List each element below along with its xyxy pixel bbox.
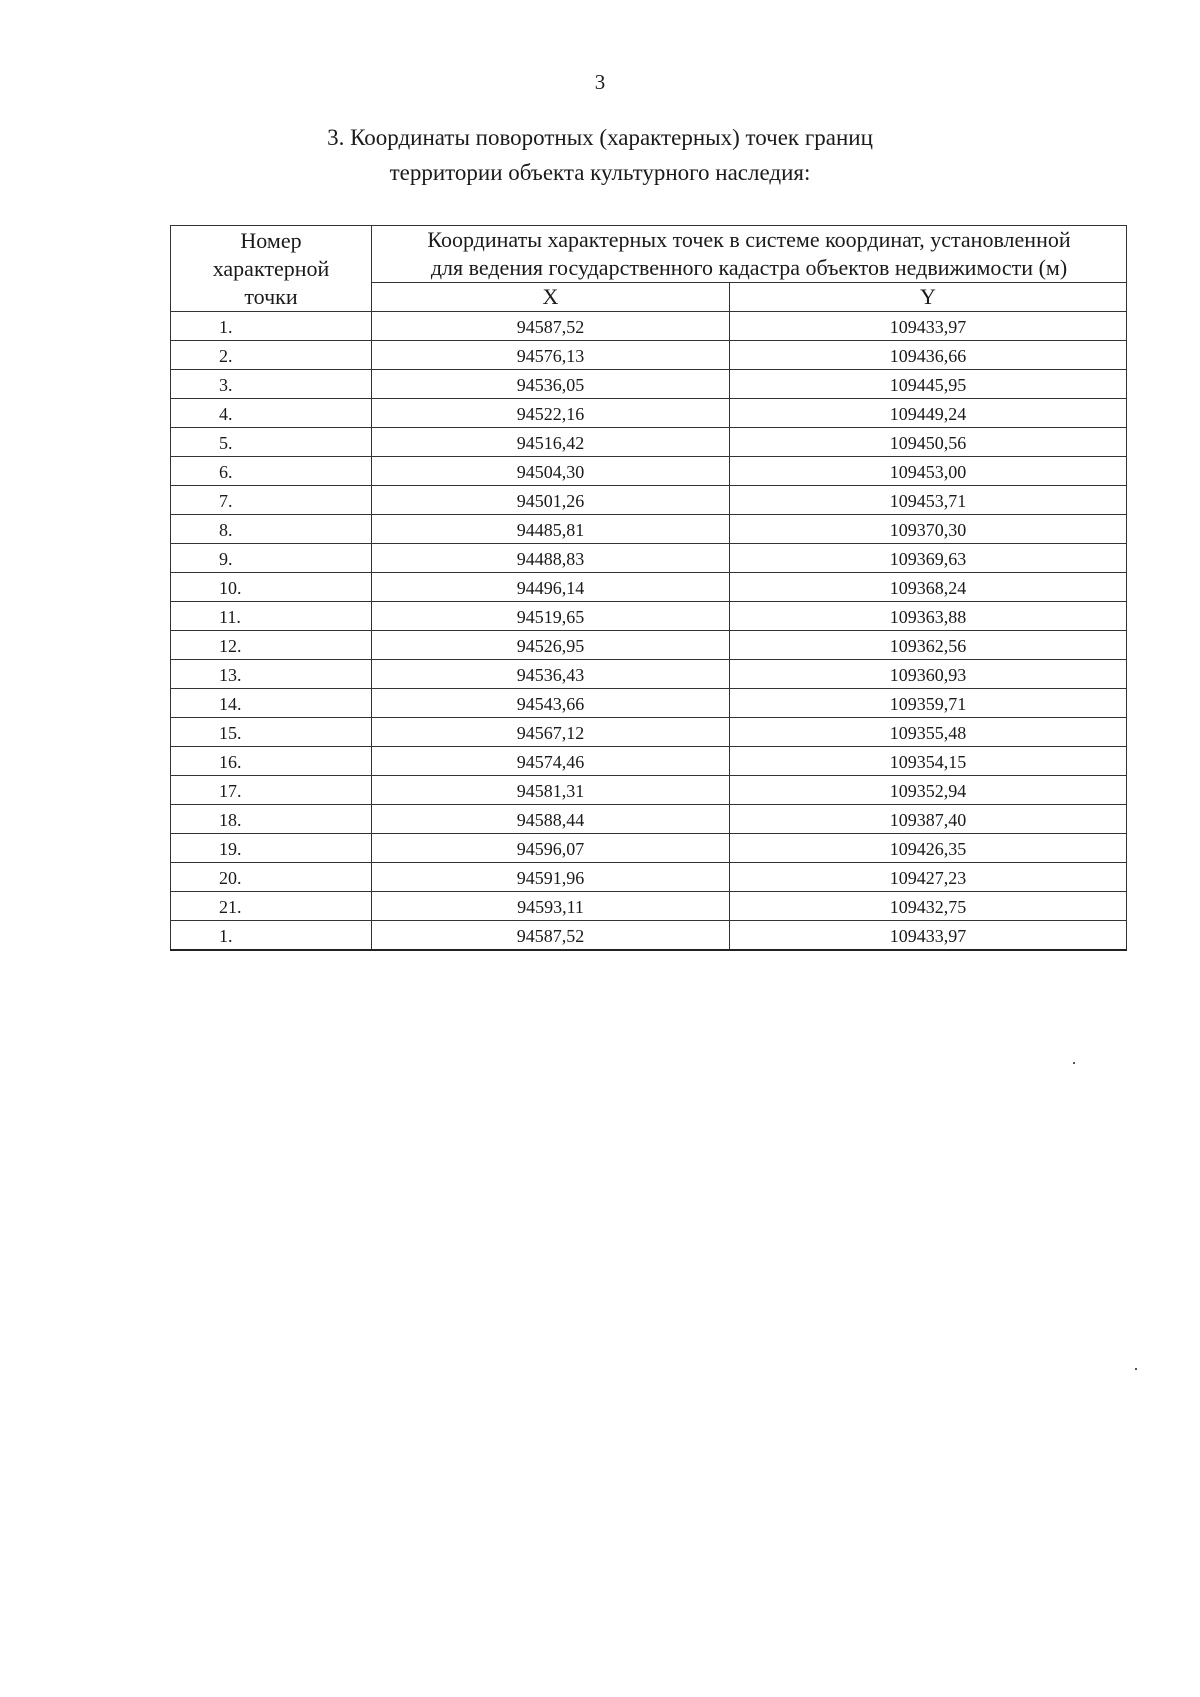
point-number-cell: 17.	[171, 776, 372, 805]
point-number-cell: 19.	[171, 834, 372, 863]
table-row	[171, 834, 1127, 863]
x-coordinate-cell: 94536,05	[372, 370, 730, 399]
point-number-cell: 18.	[171, 805, 372, 834]
header-x: X	[372, 283, 730, 312]
x-coordinate-cell: 94496,14	[372, 573, 730, 602]
header-y: Y	[730, 283, 1127, 312]
point-number-cell: 7.	[171, 486, 372, 515]
y-coordinate-cell: 109436,66	[730, 341, 1127, 370]
y-coordinate-cell: 109370,30	[730, 515, 1127, 544]
x-coordinate-cell: 94567,12	[372, 718, 730, 747]
title-line-2: территории объекта культурного наследия:	[389, 160, 811, 185]
y-coordinate-cell: 109445,95	[730, 370, 1127, 399]
point-number-cell: 1.	[171, 921, 372, 951]
point-number-cell: 2.	[171, 341, 372, 370]
table-row	[171, 660, 1127, 689]
y-coordinate-cell: 109433,97	[730, 312, 1127, 341]
x-coordinate-cell: 94543,66	[372, 689, 730, 718]
point-number-cell: 3.	[171, 370, 372, 399]
point-number-cell: 14.	[171, 689, 372, 718]
scan-speck	[1073, 1062, 1075, 1064]
point-number-cell: 10.	[171, 573, 372, 602]
document-title	[0, 120, 1200, 190]
point-number-cell: 15.	[171, 718, 372, 747]
x-coordinate-cell: 94596,07	[372, 834, 730, 863]
table-row	[171, 805, 1127, 834]
point-number-cell: 20.	[171, 863, 372, 892]
y-coordinate-cell: 109360,93	[730, 660, 1127, 689]
table-row	[171, 689, 1127, 718]
x-coordinate-cell: 94587,52	[372, 921, 730, 951]
x-coordinate-cell: 94504,30	[372, 457, 730, 486]
y-coordinate-cell: 109369,63	[730, 544, 1127, 573]
header-coords-line-2: для ведения государственного кадастра объектов недвижимости (м)	[430, 255, 1068, 280]
table-row	[171, 312, 1127, 341]
x-coordinate-cell: 94591,96	[372, 863, 730, 892]
x-coordinate-cell: 94526,95	[372, 631, 730, 660]
point-number-cell: 4.	[171, 399, 372, 428]
y-coordinate-cell: 109427,23	[730, 863, 1127, 892]
y-coordinate-cell: 109426,35	[730, 834, 1127, 863]
y-coordinate-cell: 109387,40	[730, 805, 1127, 834]
coordinates-table	[170, 225, 1127, 951]
y-coordinate-cell: 109449,24	[730, 399, 1127, 428]
point-number-cell: 1.	[171, 312, 372, 341]
header-coords-line-1: Координаты характерных точек в системе координат, установленной	[427, 227, 1071, 252]
table-row	[171, 747, 1127, 776]
scan-speck	[1135, 1368, 1137, 1370]
table-row	[171, 515, 1127, 544]
table-row	[171, 631, 1127, 660]
x-coordinate-cell: 94522,16	[372, 399, 730, 428]
y-coordinate-cell: 109453,71	[730, 486, 1127, 515]
x-coordinate-cell: 94501,26	[372, 486, 730, 515]
x-coordinate-cell: 94587,52	[372, 312, 730, 341]
point-number-cell: 21.	[171, 892, 372, 921]
y-coordinate-cell: 109355,48	[730, 718, 1127, 747]
table-row	[171, 602, 1127, 631]
table-row	[171, 428, 1127, 457]
x-coordinate-cell: 94593,11	[372, 892, 730, 921]
x-coordinate-cell: 94588,44	[372, 805, 730, 834]
point-number-cell: 8.	[171, 515, 372, 544]
x-coordinate-cell: 94485,81	[372, 515, 730, 544]
table-row	[171, 892, 1127, 921]
table-row	[171, 921, 1127, 951]
table-row	[171, 457, 1127, 486]
y-coordinate-cell: 109433,97	[730, 921, 1127, 951]
y-coordinate-cell: 109352,94	[730, 776, 1127, 805]
x-coordinate-cell: 94574,46	[372, 747, 730, 776]
x-coordinate-cell: 94581,31	[372, 776, 730, 805]
header-point-line-3: точки	[244, 283, 298, 309]
x-coordinate-cell: 94576,13	[372, 341, 730, 370]
x-coordinate-cell: 94536,43	[372, 660, 730, 689]
y-coordinate-cell: 109362,56	[730, 631, 1127, 660]
page-number: 3	[594, 70, 606, 94]
table-row	[171, 863, 1127, 892]
y-coordinate-cell: 109363,88	[730, 602, 1127, 631]
header-point-line-1: Номер	[240, 227, 302, 253]
y-coordinate-cell: 109453,00	[730, 457, 1127, 486]
x-coordinate-cell: 94516,42	[372, 428, 730, 457]
header-point-line-2: характерной	[212, 255, 330, 281]
table-row	[171, 544, 1127, 573]
table-row	[171, 399, 1127, 428]
table-row	[171, 370, 1127, 399]
x-coordinate-cell: 94488,83	[372, 544, 730, 573]
title-line-1: 3. Координаты поворотных (характерных) точек границ	[327, 125, 873, 150]
y-coordinate-cell: 109368,24	[730, 573, 1127, 602]
table-row	[171, 718, 1127, 747]
coordinates-table-body	[171, 312, 1127, 951]
point-number-cell: 11.	[171, 602, 372, 631]
table-row	[171, 573, 1127, 602]
point-number-cell: 6.	[171, 457, 372, 486]
header-coordinates	[372, 226, 1127, 283]
y-coordinate-cell: 109354,15	[730, 747, 1127, 776]
header-point-number	[171, 226, 372, 312]
table-row	[171, 341, 1127, 370]
y-coordinate-cell: 109432,75	[730, 892, 1127, 921]
y-coordinate-cell: 109359,71	[730, 689, 1127, 718]
point-number-cell: 12.	[171, 631, 372, 660]
x-coordinate-cell: 94519,65	[372, 602, 730, 631]
point-number-cell: 13.	[171, 660, 372, 689]
point-number-cell: 5.	[171, 428, 372, 457]
table-row	[171, 776, 1127, 805]
point-number-cell: 9.	[171, 544, 372, 573]
table-row	[171, 486, 1127, 515]
point-number-cell: 16.	[171, 747, 372, 776]
y-coordinate-cell: 109450,56	[730, 428, 1127, 457]
